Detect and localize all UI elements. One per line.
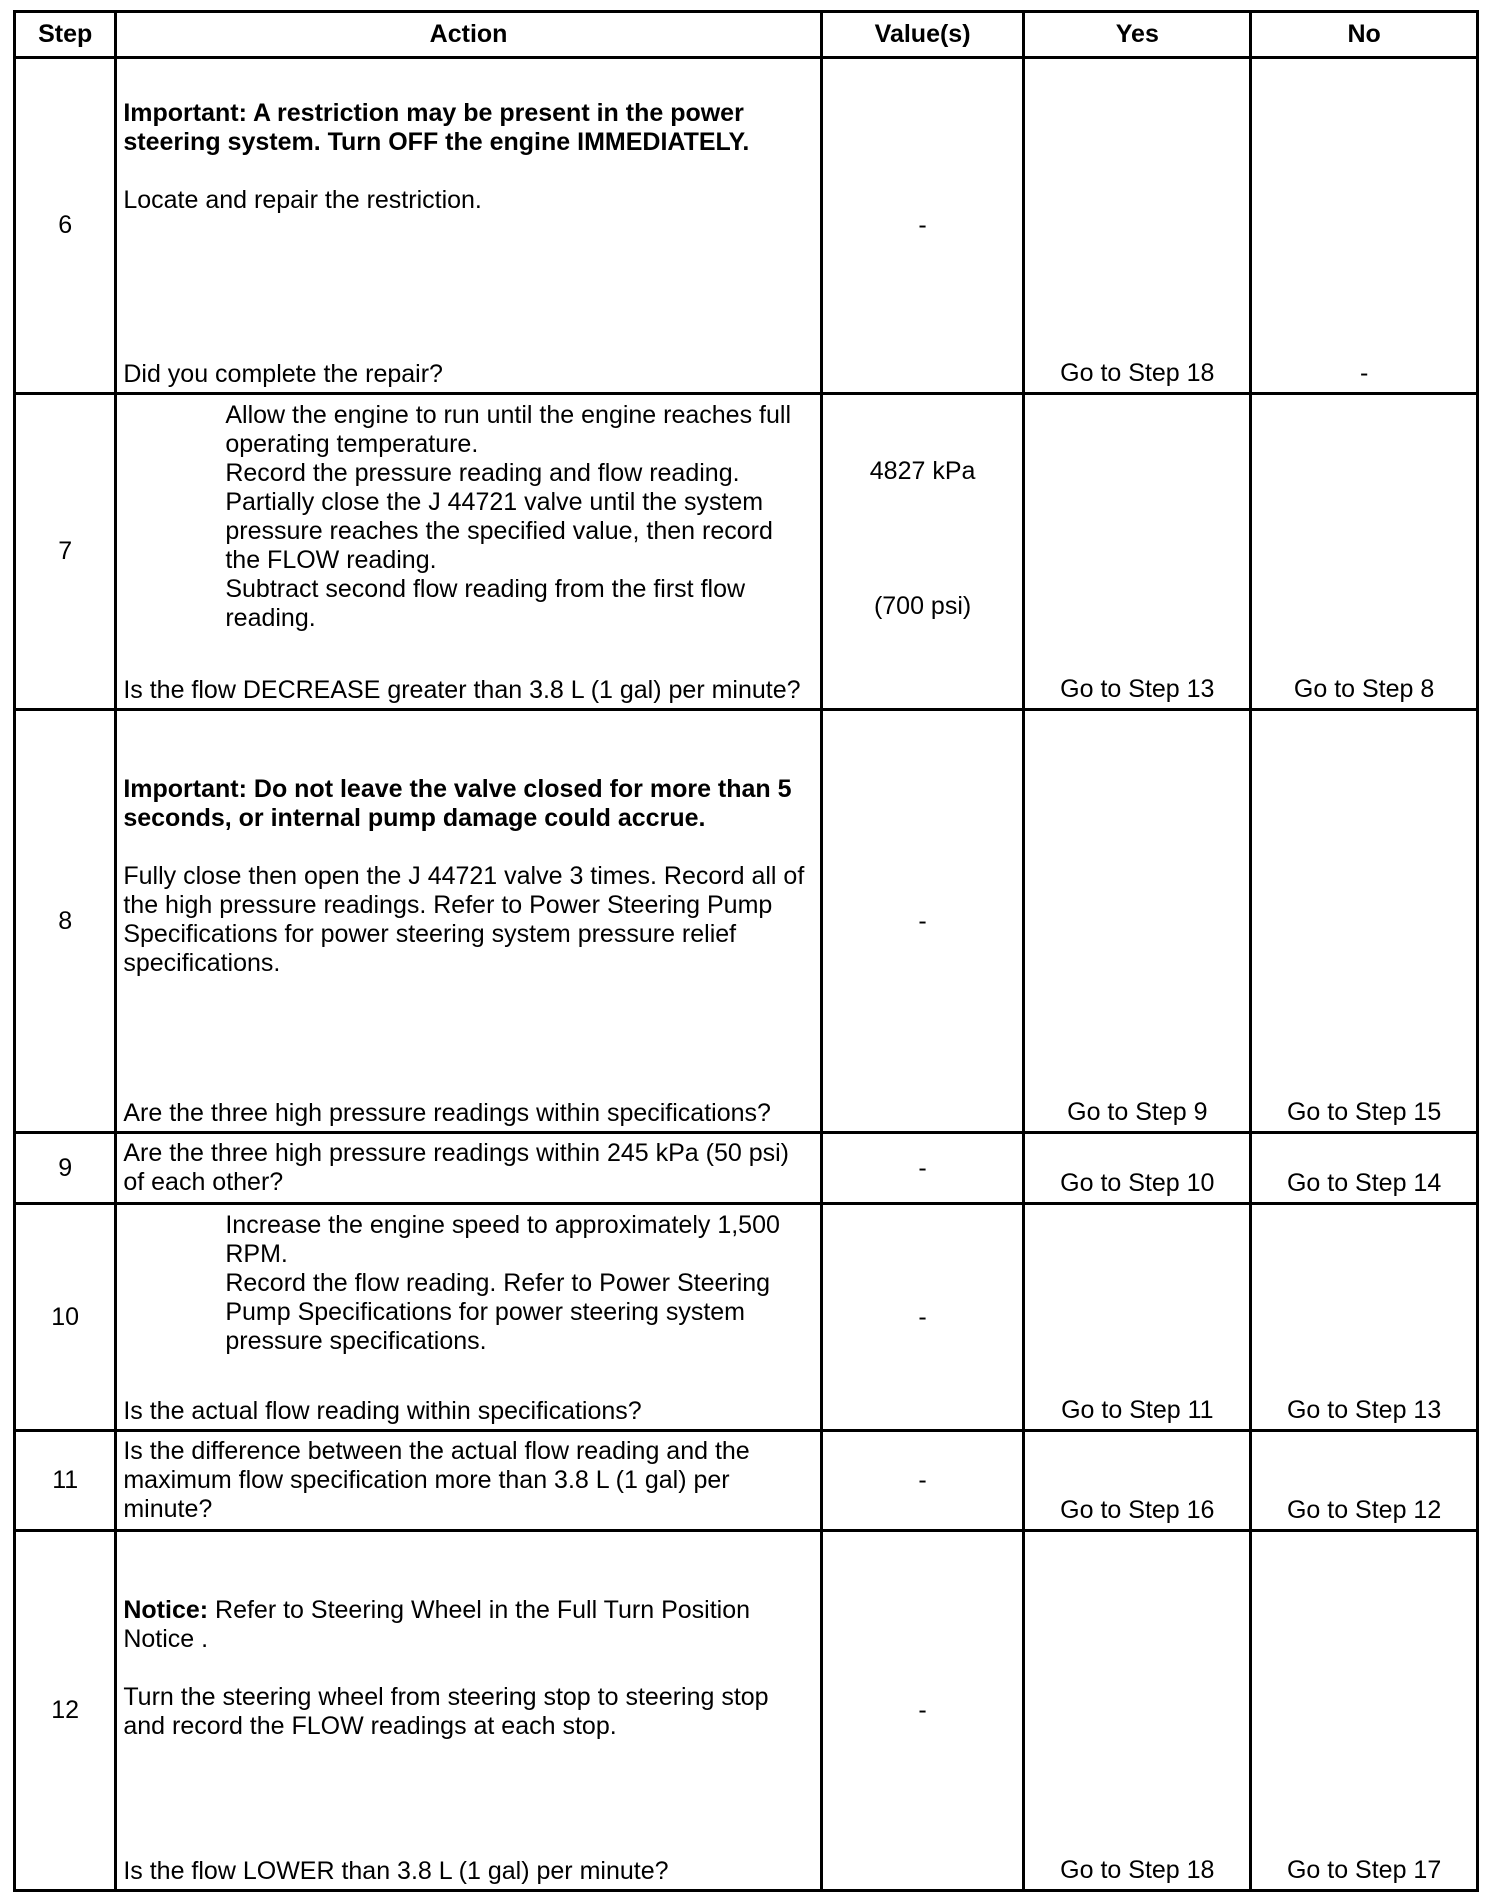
diagnostic-table xyxy=(13,10,1479,1892)
yes-link[interactable]: Go to Step 11 xyxy=(1024,1204,1251,1431)
action-line: Partially close the J 44721 valve until the system pressure reaches the specified value, then record the FLOW reading. xyxy=(225,487,773,574)
value-cell: - xyxy=(821,1431,1024,1531)
yes-link[interactable]: Go to Step 9 xyxy=(1024,710,1251,1133)
table-row xyxy=(15,1133,1478,1204)
header-values: Value(s) xyxy=(821,12,1024,58)
action-line: Increase the engine speed to approximately 1,500 RPM. xyxy=(225,1210,780,1268)
yes-link[interactable]: Go to Step 18 xyxy=(1024,1531,1251,1891)
question-text: Are the three high pressure readings within 245 kPa (50 psi) of each other? xyxy=(123,1139,789,1196)
question-text: Did you complete the repair? xyxy=(123,359,443,388)
important-note: Important: Do not leave the valve closed for more than 5 seconds, or internal pump damage could accrue. xyxy=(123,774,792,832)
action-cell xyxy=(116,1204,821,1431)
action-line: Record the pressure reading and flow reading. xyxy=(225,458,740,487)
question-text: Are the three high pressure readings within specifications? xyxy=(123,1098,771,1127)
no-link[interactable]: Go to Step 12 xyxy=(1251,1431,1478,1531)
step-number: 11 xyxy=(15,1431,116,1531)
notice-label: Notice: xyxy=(123,1595,209,1624)
no-link: - xyxy=(1251,58,1478,394)
question-text: Is the difference between the actual flow reading and the maximum flow specification more than 3.8 L (1 gal) per minute? xyxy=(123,1437,750,1523)
yes-link[interactable]: Go to Step 13 xyxy=(1024,394,1251,710)
action-text: Fully close then open the J 44721 valve 3 times. Record all of the high pressure readings. Refer to Power Steering Pump Specifications for power steering system pressure relief specifications. xyxy=(123,861,805,977)
table-row xyxy=(15,1531,1478,1891)
action-cell xyxy=(116,394,821,710)
value-cell: - xyxy=(821,58,1024,394)
no-link[interactable]: Go to Step 8 xyxy=(1251,394,1478,710)
yes-link[interactable]: Go to Step 16 xyxy=(1024,1431,1251,1531)
action-cell xyxy=(116,710,821,1133)
no-link[interactable]: Go to Step 14 xyxy=(1251,1133,1478,1204)
question-text: Is the flow DECREASE greater than 3.8 L (1 gal) per minute? xyxy=(123,675,801,704)
step-number: 12 xyxy=(15,1531,116,1891)
no-link[interactable]: Go to Step 15 xyxy=(1251,710,1478,1133)
yes-link[interactable]: Go to Step 10 xyxy=(1024,1133,1251,1204)
question-text: Is the flow LOWER than 3.8 L (1 gal) per minute? xyxy=(123,1856,669,1885)
value-cell: - xyxy=(821,1531,1024,1891)
value-kpa: 4827 kPa xyxy=(869,456,976,485)
important-note: Important: A restriction may be present in the power steering system. Turn OFF the engine IMMEDIATELY. xyxy=(123,98,750,156)
header-yes: Yes xyxy=(1024,12,1251,58)
action-line: Record the flow reading. Refer to Power Steering Pump Specifications for power steering system pressure specifications. xyxy=(225,1268,771,1355)
action-text: Locate and repair the restriction. xyxy=(123,185,482,214)
notice-text[interactable]: Refer to Steering Wheel in the Full Turn Position Notice . xyxy=(123,1595,751,1653)
action-cell xyxy=(116,1531,821,1891)
header-no: No xyxy=(1251,12,1478,58)
header-row xyxy=(15,12,1478,58)
action-cell xyxy=(116,1431,821,1531)
step-number: 9 xyxy=(15,1133,116,1204)
no-link[interactable]: Go to Step 17 xyxy=(1251,1531,1478,1891)
action-text: Turn the steering wheel from steering stop to steering stop and record the FLOW readings at each stop. xyxy=(123,1682,769,1740)
action-line: Allow the engine to run until the engine reaches full operating temperature. xyxy=(225,400,791,458)
step-number: 10 xyxy=(15,1204,116,1431)
value-cell xyxy=(821,394,1024,710)
step-number: 6 xyxy=(15,58,116,394)
table-row xyxy=(15,1431,1478,1531)
value-cell: - xyxy=(821,1133,1024,1204)
step-number: 7 xyxy=(15,394,116,710)
table-row xyxy=(15,710,1478,1133)
header-step: Step xyxy=(15,12,116,58)
yes-link[interactable]: Go to Step 18 xyxy=(1024,58,1251,394)
table-row xyxy=(15,394,1478,710)
question-text: Is the actual flow reading within specifications? xyxy=(123,1396,642,1425)
value-cell: - xyxy=(821,710,1024,1133)
table-row xyxy=(15,1204,1478,1431)
value-cell: - xyxy=(821,1204,1024,1431)
notice-note xyxy=(123,1596,813,1654)
header-action: Action xyxy=(116,12,821,58)
action-cell xyxy=(116,58,821,394)
action-cell xyxy=(116,1133,821,1204)
value-psi: (700 psi) xyxy=(873,591,972,620)
action-line: Subtract second flow reading from the first flow reading. xyxy=(225,574,746,632)
step-number: 8 xyxy=(15,710,116,1133)
table-row xyxy=(15,58,1478,394)
no-link[interactable]: Go to Step 13 xyxy=(1251,1204,1478,1431)
